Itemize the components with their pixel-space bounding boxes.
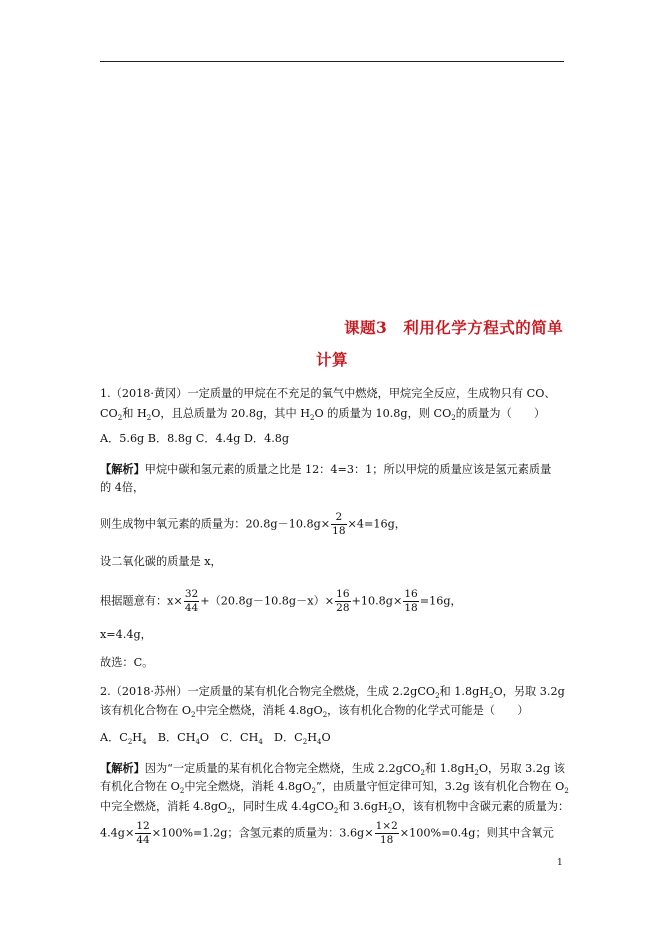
q2-analysis-line1: 【解析】因为“一定质量的某有机化合物完全燃烧，生成 2.2gCO$_2$和 $1.8gH_2O$，另取 3.2g 该 bbox=[100, 761, 565, 778]
q1-stem-line1: 1.（2018·黄冈）一定质量的甲烷在不充足的氧气中燃烧，甲烷完全反应，生成物只有 CO、 bbox=[100, 387, 556, 400]
q1-analysis-line2: 的 4倍， bbox=[100, 481, 145, 494]
fraction: $\frac{16}{28}$ bbox=[336, 588, 350, 614]
q1-answer: 故选：C。 bbox=[100, 656, 154, 669]
q2-stem-line2: 该有机化合物在 $O_2$中完全燃烧，消耗 $4.8gO_2$，该有机化合物的化学式可能是（ ） bbox=[100, 704, 529, 720]
lesson-title-cont: 计算 bbox=[316, 350, 349, 369]
q2-analysis-line2: 有机化合物在 $O_2$中完全燃烧，消耗 $4.8gO_2$”，由质量守恒定律可知，3.2g 该有机化合物在 $O_2$ bbox=[100, 780, 569, 796]
q1-options: A．5.6g B．8.8g C．4.4g D．4.8g bbox=[100, 432, 290, 445]
fraction: $\frac{2}{18}$ bbox=[332, 511, 346, 537]
header-rule bbox=[100, 61, 564, 62]
q1-stem-line2: $CO_2$和 $H_2O$，且总质量为 20.8g，其中 $H_2O$ 的质量为 10.8g，则 $CO_2$的质量为（ ） bbox=[100, 407, 546, 423]
q2-stem-line1: 2.（2018·苏州）一定质量的某有机化合物完全燃烧，生成 2.2gCO$_2$和 $1.8gH_2O$，另取 3.2g bbox=[100, 685, 565, 701]
q2-options: A．$C_2H_4$ B．$CH_4O$ C．$CH_4$ D．$C_2H_4O$ bbox=[100, 731, 331, 747]
q1-let-x: 设二氧化碳的质量是 x， bbox=[100, 555, 222, 568]
fraction: $\frac{12}{44}$ bbox=[136, 820, 150, 846]
q2-analysis-line4: 4.4g× $\frac{12}{44}$ ×100%=1.2g；含氢元素的质量为：3.6g× $\frac{1\times 2}{18}$ ×100%=0.4g；则其中含氧元 bbox=[100, 820, 554, 846]
q1-equation: 根据题意有：x× $\frac{32}{44}$ +（20.8g－10.8g－x）× $\frac{16}{28}$ +10.8g× $\frac{16}{18}$ =16g， bbox=[100, 588, 462, 614]
page-number: 1 bbox=[557, 858, 563, 868]
lesson-title: 课题3 利用化学方程式的简单 bbox=[344, 318, 564, 337]
q1-analysis-line1: 【解析】甲烷中碳和氢元素的质量之比是 12：4=3：1；所以甲烷的质量应该是氢元素质量 bbox=[100, 462, 552, 476]
fraction: $\frac{32}{44}$ bbox=[184, 588, 199, 614]
fraction: $\frac{1\times 2}{18}$ bbox=[375, 820, 398, 846]
q1-oxygen-mass: 则生成物中氧元素的质量为：20.8g－10.8g× $\frac{2}{18}$ ×4=16g， bbox=[100, 511, 406, 537]
fraction: $\frac{16}{18}$ bbox=[404, 588, 418, 614]
q2-analysis-line3: 中完全燃烧，消耗 $4.8gO_2$，同时生成 4.4gCO$_2$和 $3.6gH_2O$，该有机物中含碳元素的质量为： bbox=[100, 800, 570, 816]
q1-x-result: x=4.4g， bbox=[100, 628, 152, 641]
